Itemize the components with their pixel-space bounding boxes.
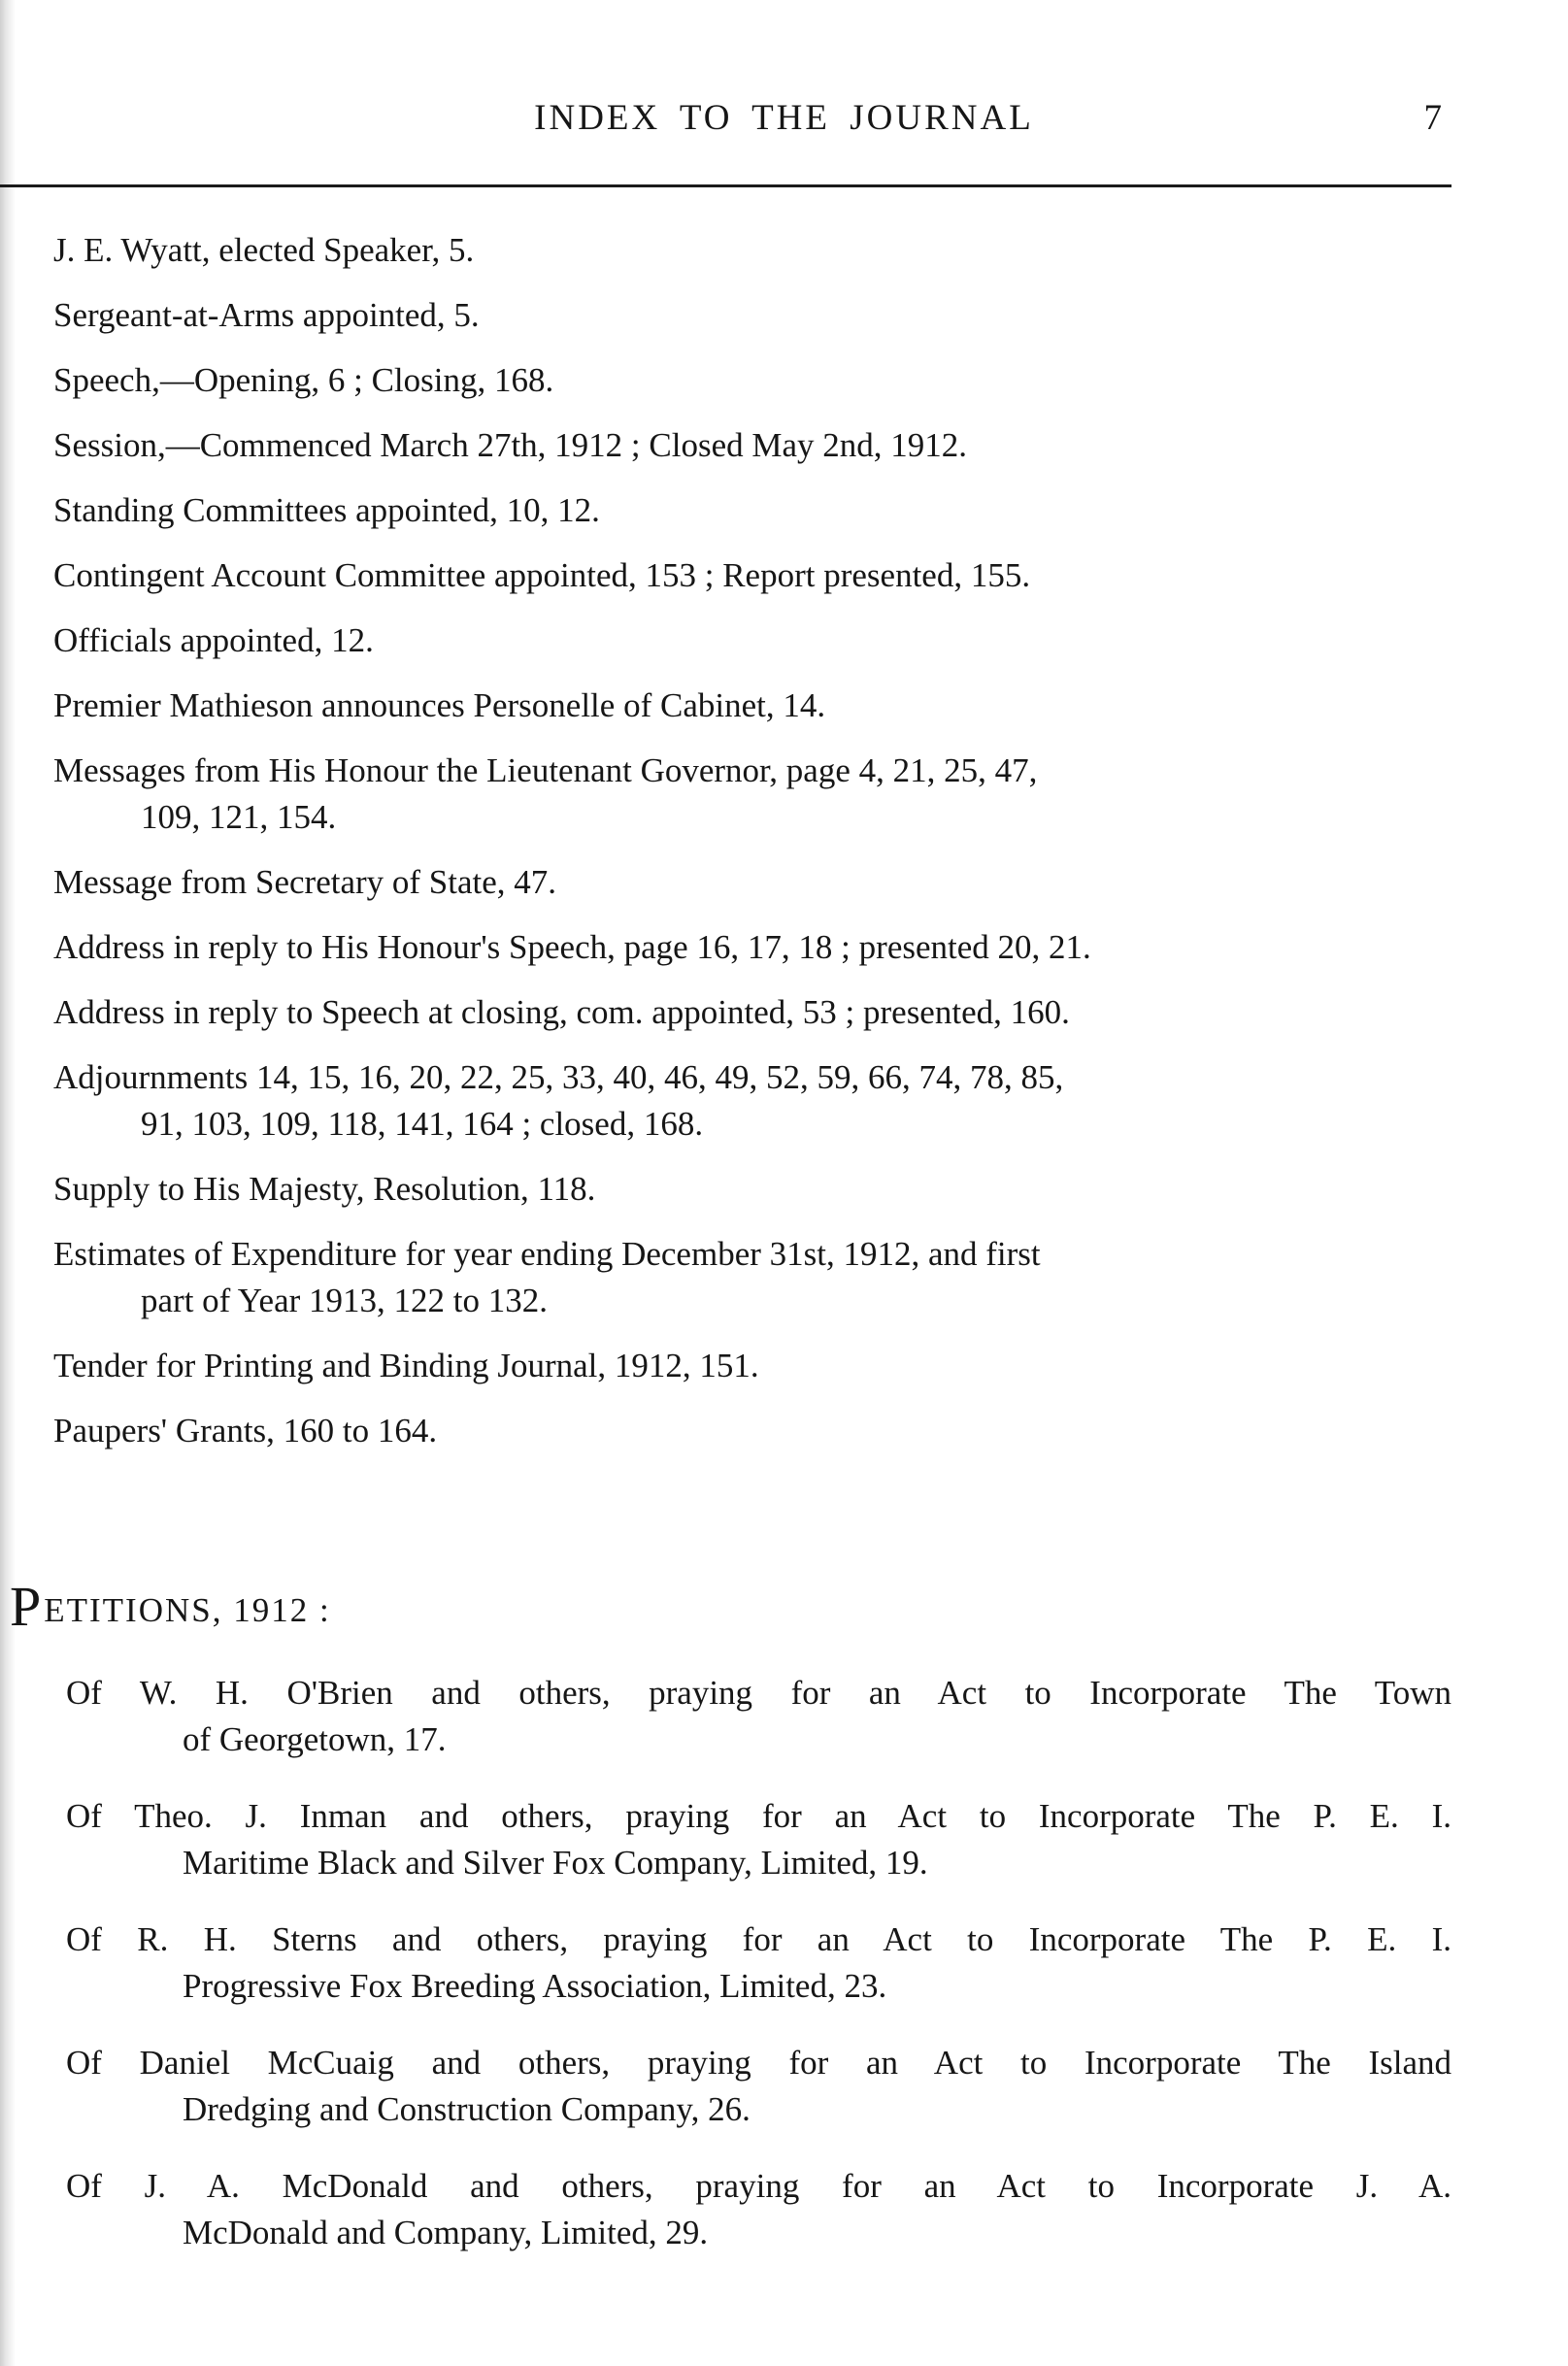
petition-item xyxy=(66,2163,1451,2256)
running-title: INDEX TO THE JOURNAL xyxy=(534,98,1034,138)
index-entry-continuation: 109, 121, 154. xyxy=(141,798,337,836)
index-entry: Tender for Printing and Binding Journal, 1912, 151. xyxy=(53,1347,759,1384)
index-entries xyxy=(53,227,1451,1473)
petition-continuation: of Georgetown, 17. xyxy=(183,1720,447,1758)
index-entry: Session,—Commenced March 27th, 1912 ; Closed May 2nd, 1912. xyxy=(53,426,968,464)
index-entry xyxy=(53,1054,1451,1148)
petition-continuation: Progressive Fox Breeding Association, Limited, 23. xyxy=(183,1967,887,2005)
running-head xyxy=(0,97,1568,155)
petition-line: Of J. A. McDonald and others, praying for an Act to Incorporate J. A. xyxy=(66,2167,1451,2205)
index-entry: Address in reply to His Honour's Speech, page 16, 17, 18 ; presented 20, 21. xyxy=(53,928,1091,966)
petition-continuation: Maritime Black and Silver Fox Company, Limited, 19. xyxy=(183,1844,928,1882)
index-entry: Standing Committees appointed, 10, 12. xyxy=(53,491,600,529)
index-entry: J. E. Wyatt, elected Speaker, 5. xyxy=(53,231,475,269)
index-entry: Contingent Account Committee appointed, 153 ; Report presented, 155. xyxy=(53,556,1031,594)
petition-line: Of R. H. Sterns and others, praying for an Act to Incorporate The P. E. I. xyxy=(66,1920,1451,1958)
index-entry-continuation: part of Year 1913, 122 to 132. xyxy=(141,1282,548,1319)
index-entry: Officials appointed, 12. xyxy=(53,621,374,659)
index-entry xyxy=(53,1231,1451,1324)
header-rule xyxy=(0,184,1451,187)
petition-line: Of Theo. J. Inman and others, praying for an Act to Incorporate The P. E. I. xyxy=(66,1797,1451,1835)
petition-line: Of Daniel McCuaig and others, praying for an Act to Incorporate The Island xyxy=(66,2044,1451,2082)
page-edge-shadow xyxy=(0,0,16,2366)
section-heading xyxy=(0,1575,1568,1638)
petition-continuation: McDonald and Company, Limited, 29. xyxy=(183,2214,709,2251)
index-entry-line: Adjournments 14, 15, 16, 20, 22, 25, 33, 40, 46, 49, 52, 59, 66, 74, 78, 85, xyxy=(53,1058,1064,1096)
petition-line: Of W. H. O'Brien and others, praying for an Act to Incorporate The Town xyxy=(66,1674,1451,1712)
petition-continuation: Dredging and Construction Company, 26. xyxy=(183,2090,751,2128)
index-entry-line: Messages from His Honour the Lieutenant Governor, page 4, 21, 25, 47, xyxy=(53,751,1038,789)
petition-item xyxy=(66,1916,1451,2010)
index-entry: Message from Secretary of State, 47. xyxy=(53,863,557,901)
heading-initial: P xyxy=(10,1575,44,1638)
index-entry: Premier Mathieson announces Personelle of Cabinet, 14. xyxy=(53,686,826,724)
petition-list xyxy=(66,1670,1451,2286)
index-entry-line: Estimates of Expenditure for year ending December 31st, 1912, and first xyxy=(53,1235,1041,1273)
petition-item xyxy=(66,1793,1451,1886)
index-entry xyxy=(53,748,1451,841)
index-entry: Sergeant-at-Arms appointed, 5. xyxy=(53,296,480,334)
index-entry: Paupers' Grants, 160 to 164. xyxy=(53,1412,438,1450)
petitions-section xyxy=(0,1575,1568,2251)
petition-item xyxy=(66,1670,1451,1763)
index-entry: Speech,—Opening, 6 ; Closing, 168. xyxy=(53,361,554,399)
petition-item xyxy=(66,2040,1451,2133)
heading-text: ETITIONS, 1912 : xyxy=(44,1591,331,1629)
index-entry: Supply to His Majesty, Resolution, 118. xyxy=(53,1170,596,1208)
index-entry: Address in reply to Speech at closing, com. appointed, 53 ; presented, 160. xyxy=(53,993,1070,1031)
index-entry-continuation: 91, 103, 109, 118, 141, 164 ; closed, 168. xyxy=(141,1105,704,1143)
page-number: 7 xyxy=(1423,98,1442,138)
